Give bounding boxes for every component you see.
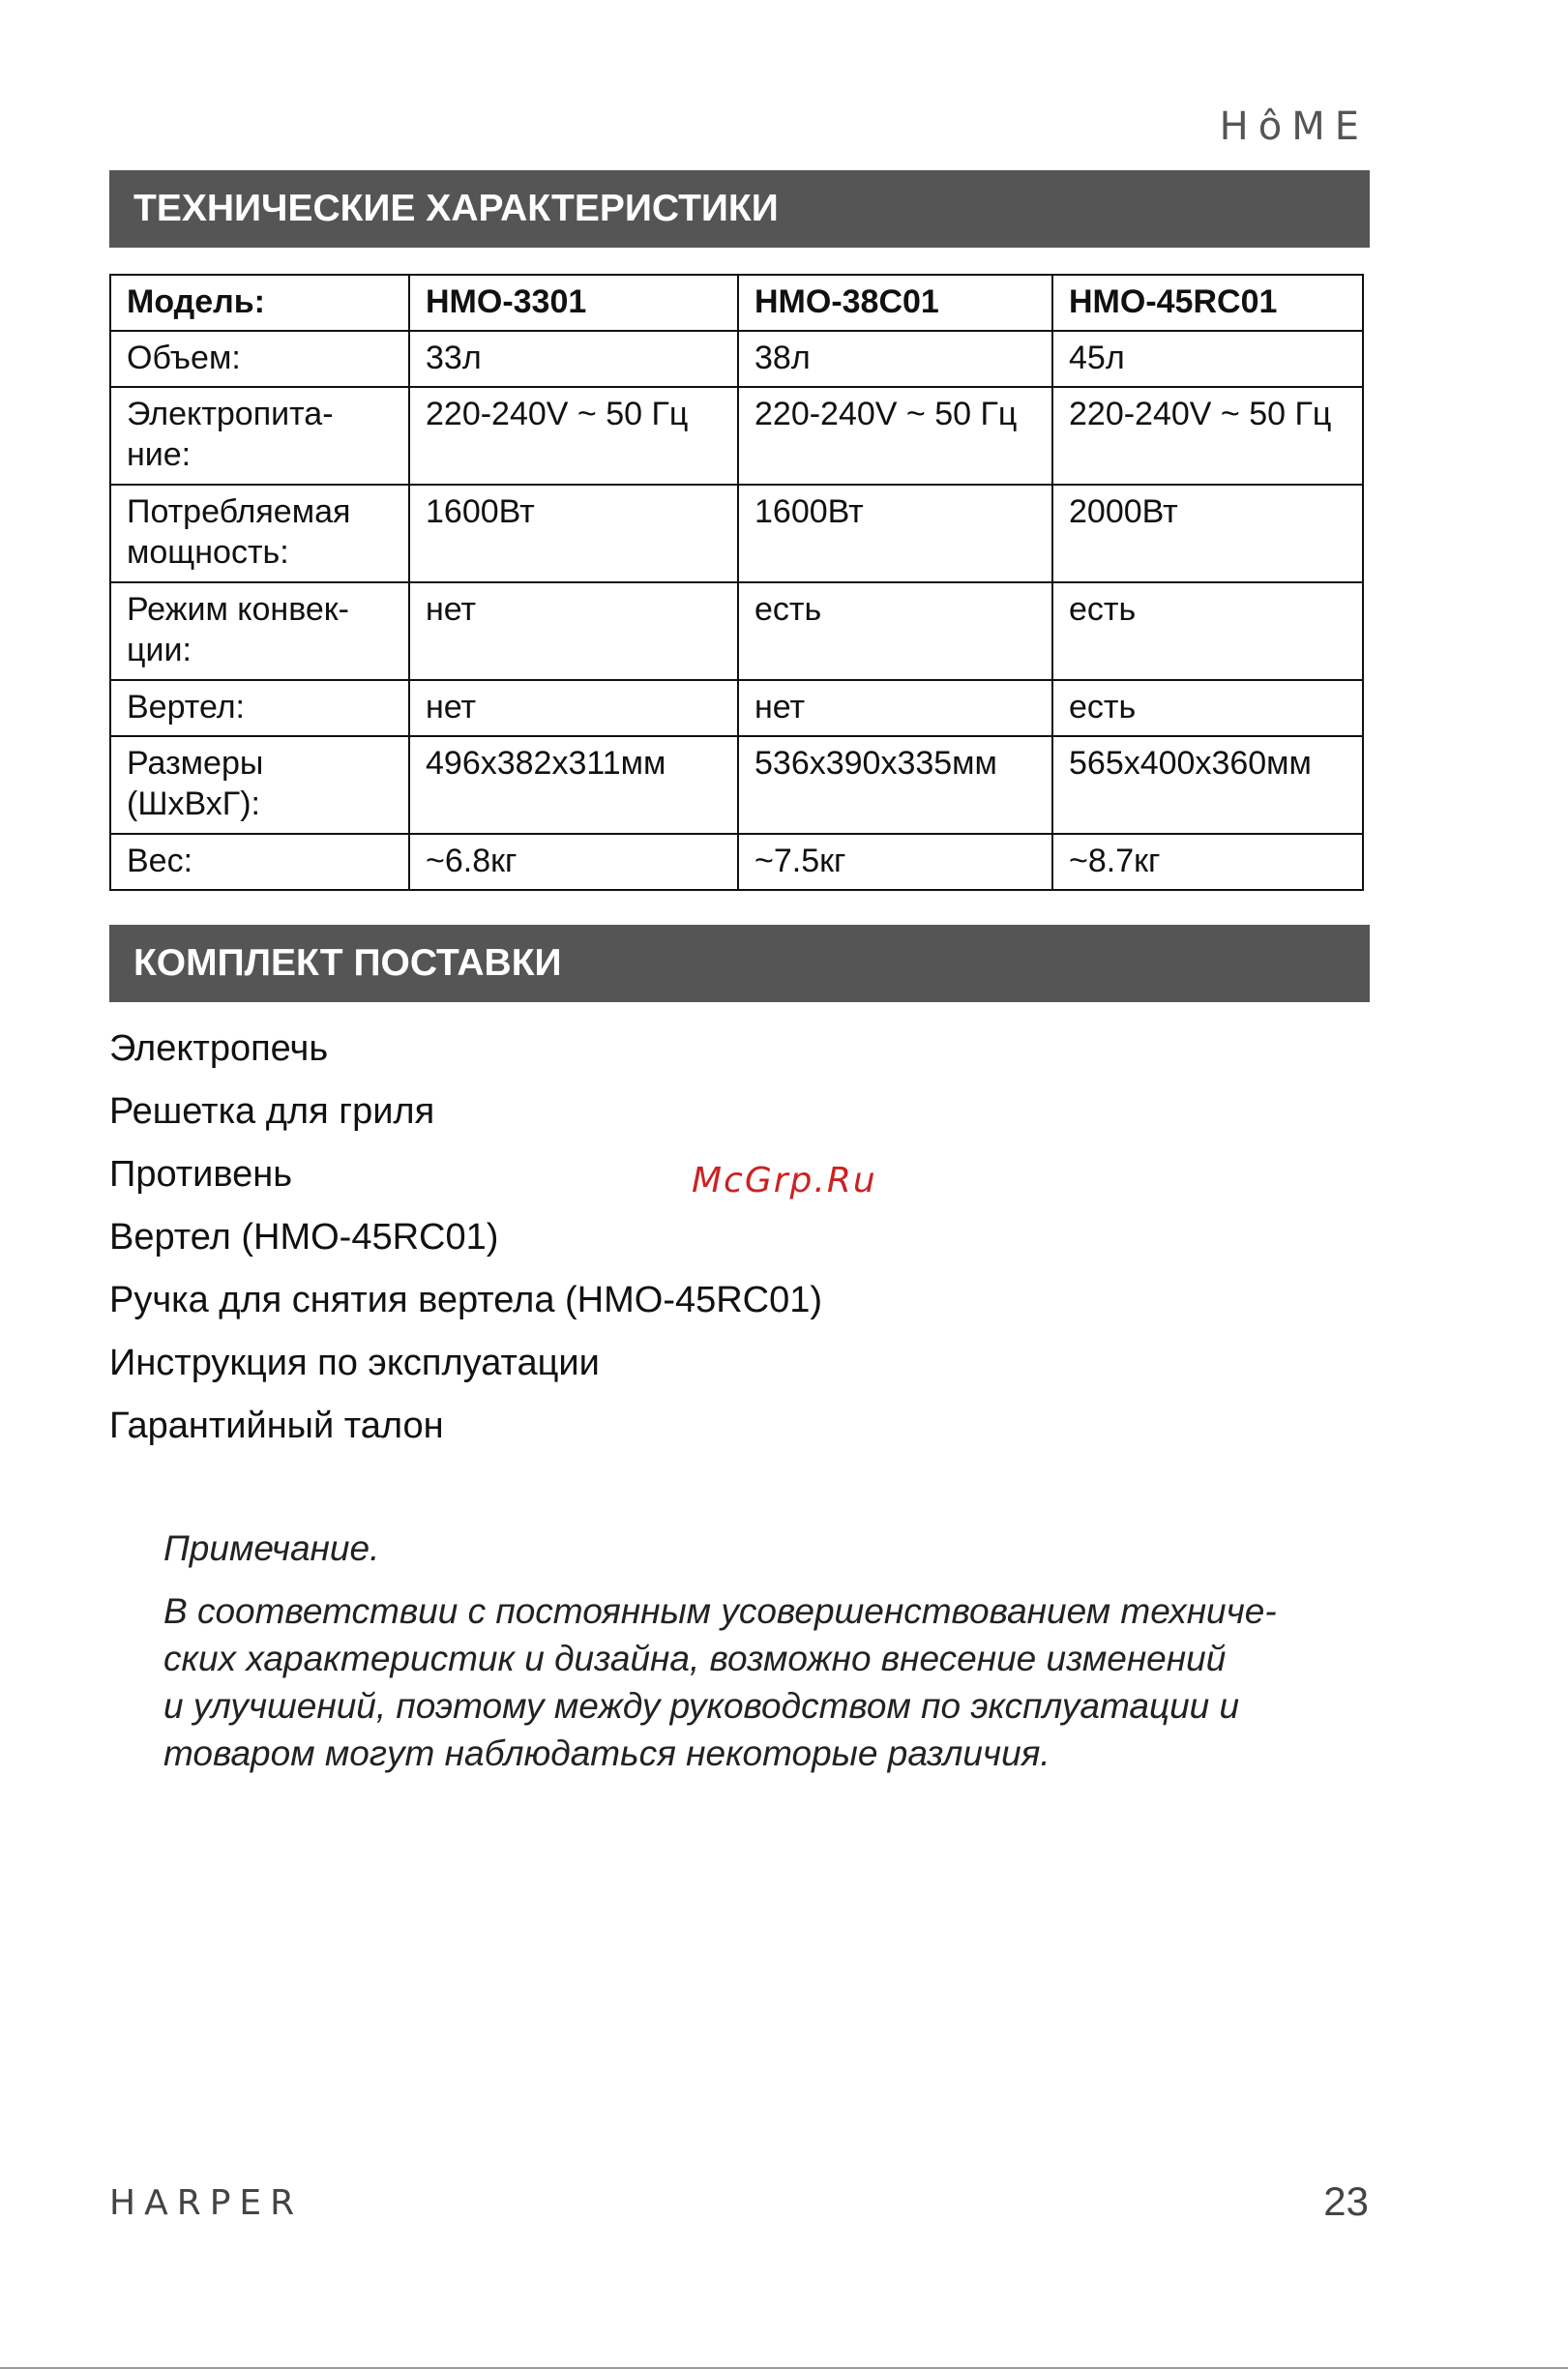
- table-cell: 1600Вт: [409, 485, 738, 582]
- specs-table: [109, 274, 1364, 891]
- table-cell: 38л: [738, 331, 1052, 387]
- table-cell: 496x382x311мм: [409, 736, 738, 834]
- table-cell: HMO-3301: [409, 275, 738, 331]
- list-item: Инструкция по эксплуатации: [109, 1343, 600, 1383]
- table-cell: Вертел:: [110, 680, 409, 736]
- table-cell: Размеры (ШхВхГ):: [110, 736, 409, 834]
- table-cell: ~6.8кг: [409, 834, 738, 890]
- table-cell: есть: [738, 582, 1052, 680]
- table-row-model: [110, 275, 1363, 331]
- table-cell: 33л: [409, 331, 738, 387]
- table-cell: есть: [1052, 582, 1363, 680]
- table-cell: HMO-38C01: [738, 275, 1052, 331]
- note-body: В соответствии с постоянным усовершенствованием техниче- ских характеристик и дизайна, возможно внесение изменений и улучшений, поэтому между руководством по эксплуатации и товаром могут наблюдаться некоторые различия.: [163, 1591, 1277, 1773]
- note-block: [163, 1525, 1353, 1777]
- specs-section-title: ТЕХНИЧЕСКИЕ ХАРАКТЕРИСТИКИ: [109, 170, 1370, 248]
- table-cell: 1600Вт: [738, 485, 1052, 582]
- table-cell: нет: [409, 582, 738, 680]
- table-cell: Вес:: [110, 834, 409, 890]
- table-cell: 565x400x360мм: [1052, 736, 1363, 834]
- table-row-rotisserie: [110, 680, 1363, 736]
- table-cell: Объем:: [110, 331, 409, 387]
- note-title: Примечание.: [163, 1528, 380, 1568]
- table-cell: Модель:: [110, 275, 409, 331]
- watermark: McGrp.Ru: [692, 1161, 877, 1200]
- table-cell: нет: [738, 680, 1052, 736]
- table-cell: ~7.5кг: [738, 834, 1052, 890]
- package-section-title: КОМПЛЕКТ ПОСТАВКИ: [109, 925, 1370, 1002]
- list-item: Ручка для снятия вертела (HMO-45RC01): [109, 1280, 823, 1320]
- package-contents-list: [109, 1018, 822, 1458]
- page-number: 23: [1323, 2178, 1369, 2224]
- table-cell: Электропита- ние:: [110, 387, 409, 485]
- table-row-weight: [110, 834, 1363, 890]
- home-logo: HôME: [1219, 104, 1369, 149]
- table-row-power-consumption: [110, 485, 1363, 582]
- table-cell: HMO-45RC01: [1052, 275, 1363, 331]
- table-cell: 220-240V ~ 50 Гц: [409, 387, 738, 485]
- table-cell: 220-240V ~ 50 Гц: [738, 387, 1052, 485]
- table-cell: ~8.7кг: [1052, 834, 1363, 890]
- table-row-power-supply: [110, 387, 1363, 485]
- table-cell: 220-240V ~ 50 Гц: [1052, 387, 1363, 485]
- table-row-convection: [110, 582, 1363, 680]
- table-cell: 45л: [1052, 331, 1363, 387]
- list-item: Вертел (HMO-45RC01): [109, 1217, 499, 1258]
- table-row-dimensions: [110, 736, 1363, 834]
- table-cell: нет: [409, 680, 738, 736]
- list-item: Противень: [109, 1154, 293, 1195]
- table-cell: Потребляемая мощность:: [110, 485, 409, 582]
- table-cell: 536x390x335мм: [738, 736, 1052, 834]
- harper-logo: HARPER: [109, 2183, 304, 2223]
- table-cell: Режим конвек- ции:: [110, 582, 409, 680]
- table-cell: 2000Вт: [1052, 485, 1363, 582]
- list-item: Электропечь: [109, 1028, 329, 1069]
- table-cell: есть: [1052, 680, 1363, 736]
- list-item: Гарантийный талон: [109, 1406, 444, 1446]
- list-item: Решетка для гриля: [109, 1091, 435, 1132]
- table-row-volume: [110, 331, 1363, 387]
